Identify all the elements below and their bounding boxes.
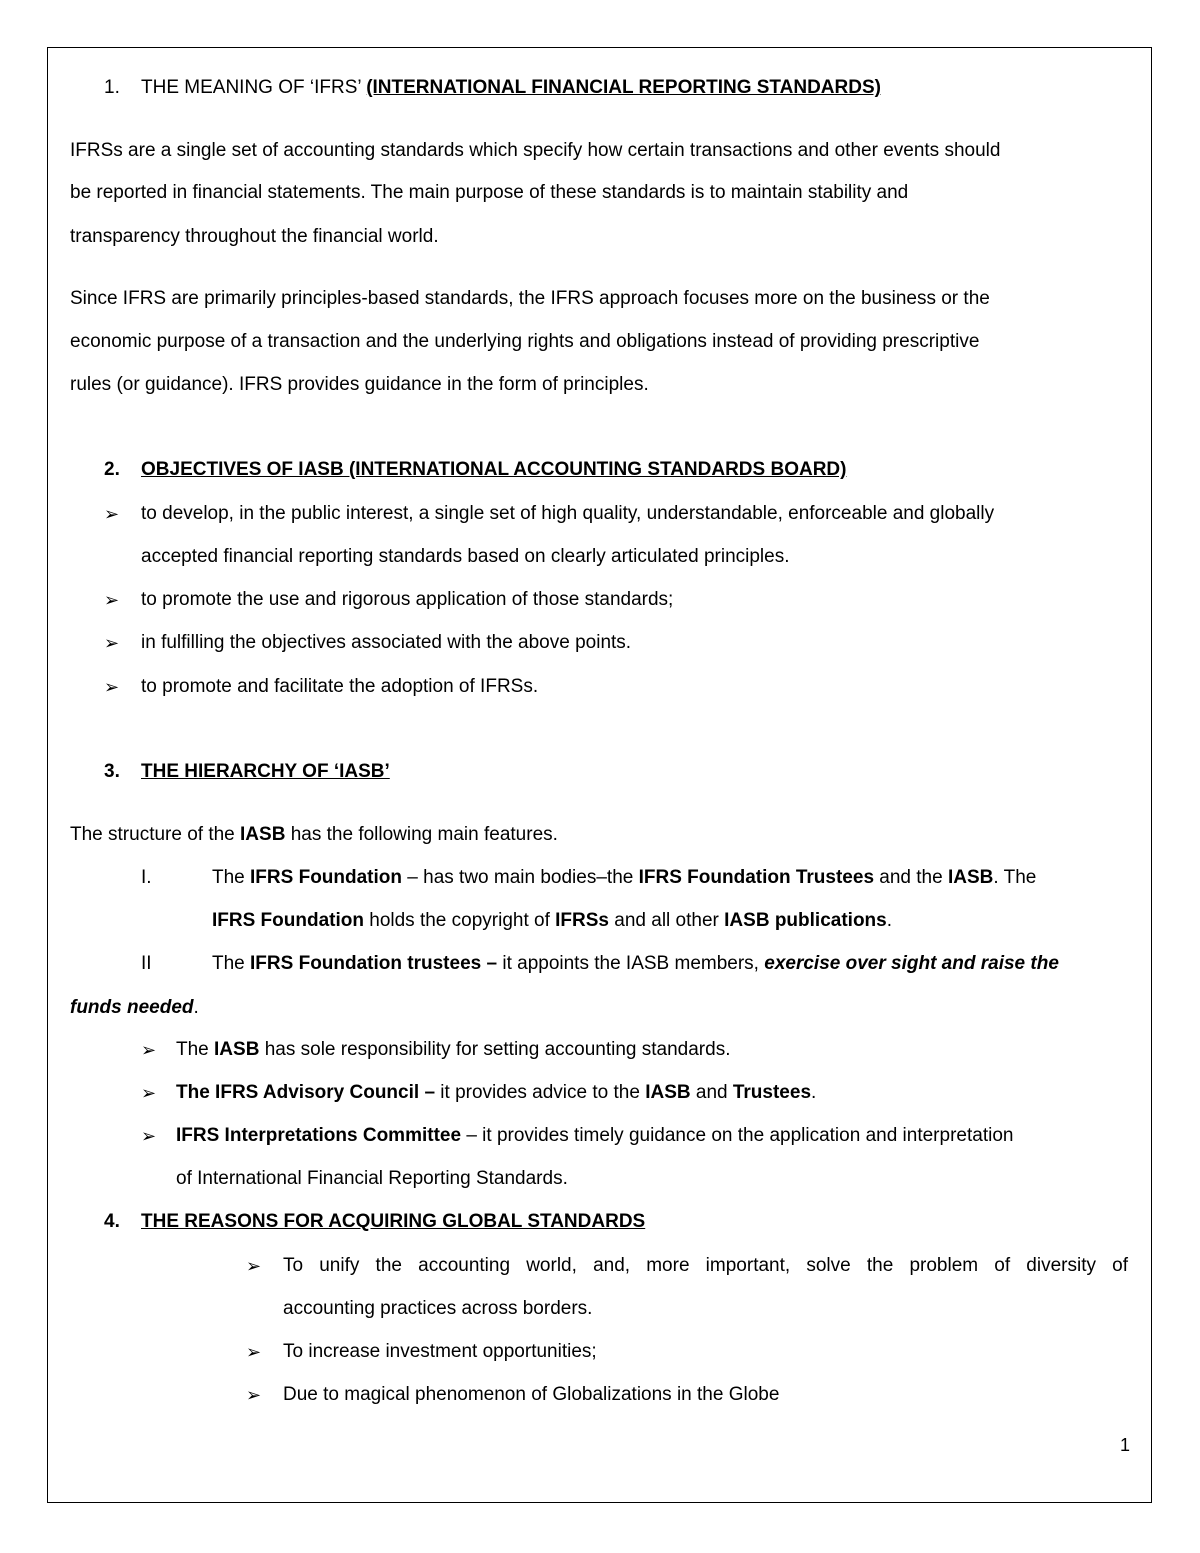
section-1-title-underlined: (INTERNATIONAL FINANCIAL REPORTING STANDARDS) <box>366 77 881 98</box>
s3-bullet-3-line2: of International Financial Reporting Standards. <box>176 1168 568 1189</box>
text-run: The <box>176 1039 215 1060</box>
text-run: . The <box>993 867 1037 888</box>
section-3-number: 3. <box>104 761 120 782</box>
text-run: holds the copyright of <box>363 910 556 931</box>
arrow-bullet-icon: ➢ <box>104 590 120 610</box>
bold-run: IFRS Foundation <box>250 867 403 888</box>
arrow-bullet-icon: ➢ <box>141 1083 157 1103</box>
bold-run: IFRS Foundation Trustees <box>638 867 875 888</box>
section-2-title: OBJECTIVES OF IASB (INTERNATIONAL ACCOUNTING STANDARDS BOARD) <box>141 459 847 480</box>
s3-bullet-3-line1 <box>176 1124 1013 1148</box>
s3-intro-bold: IASB <box>240 824 286 845</box>
section-4-title: THE REASONS FOR ACQUIRING GLOBAL STANDARDS <box>141 1211 646 1232</box>
arrow-bullet-icon: ➢ <box>141 1040 157 1060</box>
s4-bullet-3: Due to magical phenomenon of Globalizations in the Globe <box>283 1384 780 1405</box>
text-run: – has two main bodies–the <box>402 867 639 888</box>
bold-run: IFRSs <box>555 910 610 931</box>
text-run: . <box>811 1082 817 1103</box>
s1-para2-line3: rules (or guidance). IFRS provides guidance in the form of principles. <box>70 374 649 395</box>
text-run: The <box>212 953 251 974</box>
text-run: – it provides timely guidance on the application and interpretation <box>461 1125 1014 1146</box>
s3-intro-text: The structure of the <box>70 824 241 845</box>
bold-run: IASB <box>645 1082 691 1103</box>
s3-intro <box>70 823 558 847</box>
text-run: and <box>690 1082 733 1103</box>
s4-bullet-2: To increase investment opportunities; <box>283 1341 597 1362</box>
bold-run: IASB publications <box>724 910 887 931</box>
text-run: The <box>212 867 251 888</box>
s3-item1-line2 <box>212 909 892 933</box>
s3-bullet-1 <box>176 1038 730 1062</box>
bold-run: IASB <box>947 867 994 888</box>
s2-bullet-3: in fulfilling the objectives associated with the above points. <box>141 632 632 653</box>
bold-run: IFRS Foundation trustees – <box>250 953 503 974</box>
text-run: and the <box>874 867 948 888</box>
arrow-bullet-icon: ➢ <box>104 677 120 697</box>
arrow-bullet-icon: ➢ <box>141 1126 157 1146</box>
text-run: has sole responsibility for setting accounting standards. <box>259 1039 731 1060</box>
arrow-bullet-icon: ➢ <box>246 1385 262 1405</box>
text-run: it appoints the IASB members, <box>502 953 765 974</box>
bold-italic-run: funds needed <box>70 997 194 1018</box>
s1-para2-line2: economic purpose of a transaction and the underlying rights and obligations instead of providing prescriptive <box>70 331 980 352</box>
arrow-bullet-icon: ➢ <box>246 1256 262 1276</box>
s1-para1-line2: be reported in financial statements. The main purpose of these standards is to maintain stability and <box>70 182 909 203</box>
arrow-bullet-icon: ➢ <box>104 504 120 524</box>
arrow-bullet-icon: ➢ <box>104 633 120 653</box>
s1-para1-line3: transparency throughout the financial world. <box>70 226 439 247</box>
s2-bullet-2: to promote the use and rigorous application of those standards; <box>141 589 674 610</box>
section-1-heading <box>141 76 881 100</box>
text-run: . <box>193 997 199 1018</box>
s2-bullet-1-line2: accepted financial reporting standards based on clearly articulated principles. <box>141 546 790 567</box>
s3-item1-line1 <box>212 866 1036 890</box>
s2-bullet-1-line1: to develop, in the public interest, a single set of high quality, understandable, enforceable and globally <box>141 503 995 524</box>
s4-bullet-1-line2: accounting practices across borders. <box>283 1298 593 1319</box>
section-1-number: 1. <box>104 77 120 98</box>
text-run: and all other <box>609 910 725 931</box>
s3-bullet-2 <box>176 1081 816 1105</box>
section-2-number: 2. <box>104 459 120 480</box>
s2-bullet-4: to promote and facilitate the adoption of IFRSs. <box>141 676 539 697</box>
section-3-title: THE HIERARCHY OF ‘IASB’ <box>141 761 390 782</box>
bold-run: Trustees <box>732 1082 812 1103</box>
text-run: . <box>886 910 893 931</box>
s3-item2-line1 <box>212 952 1059 976</box>
bold-run: IFRS Interpretations Committee <box>176 1125 462 1146</box>
bold-run: The IFRS Advisory Council – <box>176 1082 441 1103</box>
section-4-number: 4. <box>104 1211 120 1232</box>
bold-run: IFRS Foundation <box>212 910 364 931</box>
s3-item2-numeral: II <box>141 953 152 974</box>
bold-italic-run: exercise over sight and raise the <box>764 953 1059 974</box>
page-number: 1 <box>1120 1435 1131 1455</box>
s3-intro-text-end: has the following main features. <box>285 824 558 845</box>
s3-item1-numeral: I. <box>141 867 152 888</box>
section-1-title-plain: THE MEANING OF ‘IFRS’ <box>141 77 367 98</box>
s1-para1-line1: IFRSs are a single set of accounting standards which specify how certain transactions and other events should <box>70 140 1001 161</box>
text-run: it provides advice to the <box>440 1082 646 1103</box>
arrow-bullet-icon: ➢ <box>246 1342 262 1362</box>
s3-item2-line2 <box>70 996 199 1020</box>
s4-bullet-1-line1: To unify the accounting world, and, more important, solve the problem of diversity of <box>283 1255 1128 1276</box>
s1-para2-line1: Since IFRS are primarily principles-based standards, the IFRS approach focuses more on the business or the <box>70 288 990 309</box>
bold-run: IASB <box>214 1039 260 1060</box>
